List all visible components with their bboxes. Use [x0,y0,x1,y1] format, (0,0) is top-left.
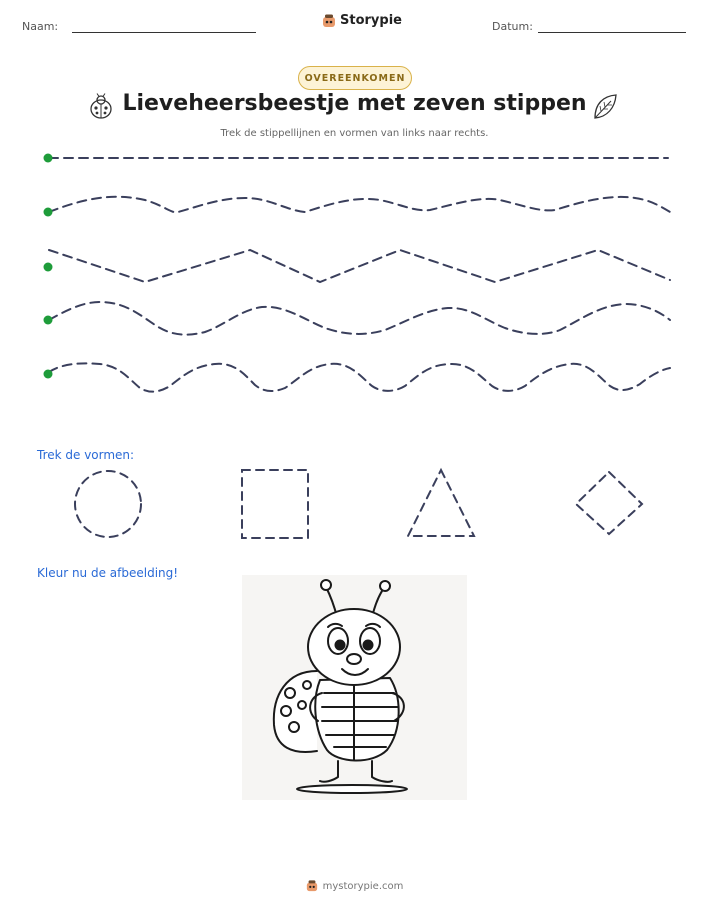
start-dot [44,370,53,379]
tracing-shapes[interactable] [0,462,709,552]
trace-line-gentle-wave[interactable] [49,197,670,213]
trace-shape-square[interactable] [242,470,308,538]
brand-name: Storypie [340,13,402,28]
start-dot [44,316,53,325]
footer-url[interactable]: mystorypie.com [322,880,404,892]
date-field[interactable] [538,32,686,33]
name-label: Naam: [22,20,59,33]
start-dot [44,263,53,272]
trace-shape-diamond[interactable] [576,472,642,534]
trace-line-deep-wave[interactable] [49,363,670,391]
trace-shape-circle[interactable] [75,471,141,537]
instructions: Trek de stippellijnen en vormen van links naar rechts. [220,128,489,139]
ladybug-cartoon-picture[interactable] [242,575,467,800]
brand [322,13,402,28]
trace-line-zigzag[interactable] [49,250,670,282]
page-header [0,0,709,50]
storypie-logo-icon [306,880,318,892]
name-field[interactable] [72,32,256,33]
start-dot [44,208,53,217]
shapes-section-label: Trek de vormen: [37,448,135,462]
page-footer [0,880,709,892]
start-dot [44,154,53,163]
storypie-logo-icon [322,14,336,28]
trace-shape-triangle[interactable] [408,470,474,536]
leaf-icon [591,92,619,122]
page-title: Lieveheersbeestje met zeven stippen [122,91,587,116]
coloring-section-label: Kleur nu de afbeelding! [37,566,179,580]
trace-line-wave[interactable] [49,302,670,335]
coloring-picture[interactable] [242,575,467,800]
date-label: Datum: [492,20,533,33]
category-badge: OVEREENKOMEN [298,66,412,90]
tracing-lines[interactable] [0,140,709,400]
